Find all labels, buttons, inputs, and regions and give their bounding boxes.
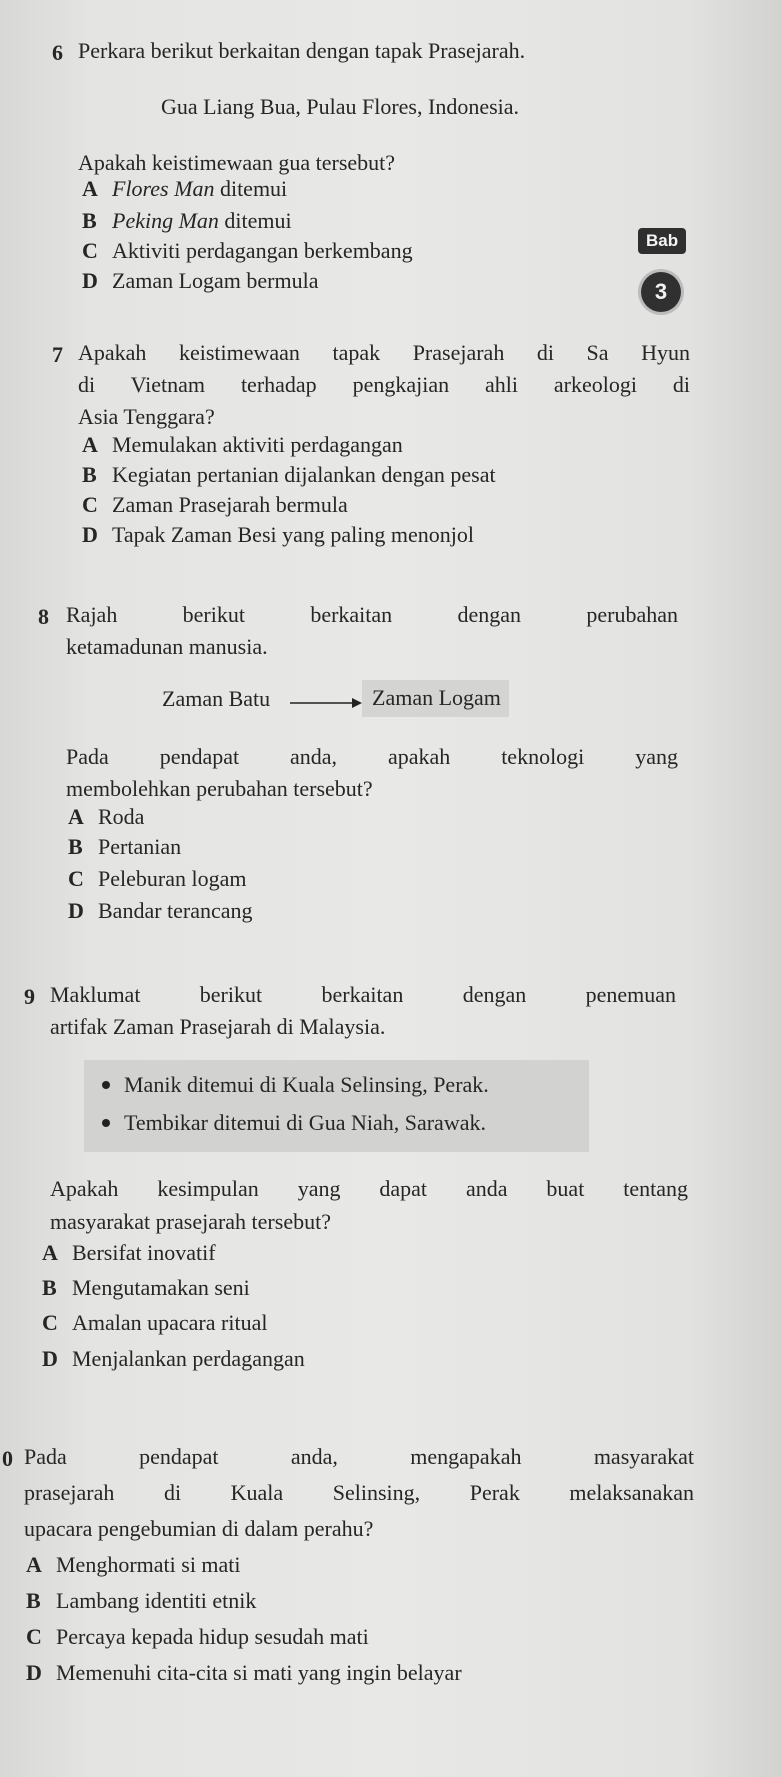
option-a[interactable] bbox=[42, 1240, 216, 1266]
site-caption: Gua Liang Bua, Pulau Flores, Indonesia. bbox=[160, 94, 520, 119]
change-diagram bbox=[0, 680, 781, 720]
option-letter: B bbox=[42, 1275, 57, 1300]
option-letter: D bbox=[26, 1660, 42, 1685]
question-stem-line: Asia Tenggara? bbox=[78, 404, 215, 429]
option-letter: A bbox=[82, 432, 98, 457]
question-stem-line: ketamadunan manusia. bbox=[66, 634, 268, 659]
bullet-icon bbox=[102, 1081, 110, 1089]
question-number: 8 bbox=[38, 604, 49, 629]
question-prompt-line: Apakah kesimpulan yang dapat anda buat tentang bbox=[50, 1176, 688, 1201]
option-b[interactable] bbox=[26, 1588, 256, 1614]
option-letter: D bbox=[82, 268, 98, 293]
option-a[interactable] bbox=[68, 804, 144, 830]
question-stem-line: Maklumat berikut berkaitan dengan penemuan bbox=[50, 982, 676, 1007]
option-text: Memulakan aktiviti perdagangan bbox=[112, 432, 403, 457]
option-text: Mengutamakan seni bbox=[72, 1275, 250, 1300]
chapter-badge bbox=[638, 228, 698, 304]
option-text-suffix: ditemui bbox=[218, 208, 292, 233]
option-d[interactable] bbox=[82, 522, 474, 548]
question-number: 9 bbox=[24, 984, 35, 1009]
option-text: Lambang identiti etnik bbox=[56, 1588, 257, 1613]
chapter-number: 3 bbox=[641, 272, 681, 312]
option-d[interactable] bbox=[42, 1346, 305, 1372]
option-text: Percaya kepada hidup sesudah mati bbox=[56, 1624, 369, 1649]
option-a[interactable] bbox=[26, 1552, 241, 1578]
option-letter: A bbox=[82, 176, 98, 201]
option-text: Aktiviti perdagangan berkembang bbox=[112, 238, 413, 263]
bullet-text: Manik ditemui di Kuala Selinsing, Perak. bbox=[124, 1072, 489, 1097]
option-b[interactable] bbox=[82, 462, 496, 488]
option-letter: D bbox=[42, 1346, 58, 1371]
option-letter: A bbox=[68, 804, 84, 829]
option-text: Memenuhi cita-cita si mati yang ingin belayar bbox=[56, 1660, 462, 1685]
option-letter: C bbox=[26, 1624, 42, 1649]
option-letter: B bbox=[82, 208, 97, 233]
diagram-start-label: Zaman Batu bbox=[162, 686, 271, 711]
option-c[interactable] bbox=[68, 866, 246, 892]
question-prompt-line: membolehkan perubahan tersebut? bbox=[66, 776, 373, 801]
option-letter: A bbox=[42, 1240, 58, 1265]
question-number: 7 bbox=[52, 342, 63, 367]
option-b[interactable] bbox=[82, 208, 292, 234]
info-bullet bbox=[102, 1072, 489, 1098]
option-d[interactable] bbox=[68, 898, 253, 924]
option-a[interactable] bbox=[82, 432, 403, 458]
option-d[interactable] bbox=[82, 268, 318, 294]
question-stem-line: Rajah berikut berkaitan dengan perubahan bbox=[66, 602, 678, 627]
option-a[interactable] bbox=[82, 176, 287, 202]
option-letter: D bbox=[82, 522, 98, 547]
option-text: Menjalankan perdagangan bbox=[72, 1346, 305, 1371]
chapter-label: Bab bbox=[638, 228, 686, 254]
option-letter: C bbox=[68, 866, 84, 891]
option-c[interactable] bbox=[82, 492, 348, 518]
option-text-suffix: ditemui bbox=[214, 176, 288, 201]
info-bullet bbox=[102, 1110, 486, 1136]
question-stem-line: Pada pendapat anda, mengapakah masyarakat bbox=[24, 1444, 694, 1469]
question-stem-line: di Vietnam terhadap pengkajian ahli arkeologi di bbox=[78, 372, 690, 397]
option-text: Pertanian bbox=[98, 834, 182, 859]
question-stem-line: artifak Zaman Prasejarah di Malaysia. bbox=[50, 1014, 386, 1039]
diagram-end-label: Zaman Logam bbox=[362, 680, 509, 717]
option-text: Tapak Zaman Besi yang paling menonjol bbox=[112, 522, 474, 547]
question-prompt-line: Pada pendapat anda, apakah teknologi yang bbox=[66, 744, 678, 769]
bullet-icon bbox=[102, 1119, 110, 1127]
arrow-right-icon bbox=[290, 698, 362, 708]
question-number: 6 bbox=[52, 40, 63, 65]
question-stem-line: Apakah keistimewaan tapak Prasejarah di Sa Hyun bbox=[78, 340, 690, 365]
question-stem: Perkara berikut berkaitan dengan tapak Prasejarah. bbox=[78, 38, 526, 63]
option-text: Zaman Logam bermula bbox=[112, 268, 319, 293]
question-prompt: Apakah keistimewaan gua tersebut? bbox=[78, 150, 396, 175]
option-text: Bersifat inovatif bbox=[72, 1240, 216, 1265]
option-letter: D bbox=[68, 898, 84, 923]
option-letter: C bbox=[42, 1310, 58, 1335]
option-b[interactable] bbox=[68, 834, 181, 860]
question-stem-line: prasejarah di Kuala Selinsing, Perak melaksanakan bbox=[24, 1480, 694, 1505]
option-text-italic: Peking Man bbox=[112, 208, 219, 233]
option-letter: B bbox=[68, 834, 83, 859]
option-text: Peleburan logam bbox=[98, 866, 247, 891]
option-text: Kegiatan pertanian dijalankan dengan pesat bbox=[112, 462, 496, 487]
option-text: Roda bbox=[98, 804, 145, 829]
option-text-italic: Flores Man bbox=[112, 176, 215, 201]
option-text: Zaman Prasejarah bermula bbox=[112, 492, 348, 517]
option-c[interactable] bbox=[82, 238, 413, 264]
option-text: Bandar terancang bbox=[98, 898, 253, 923]
option-letter: C bbox=[82, 238, 98, 263]
option-letter: C bbox=[82, 492, 98, 517]
question-prompt-line: masyarakat prasejarah tersebut? bbox=[50, 1209, 331, 1234]
question-number: 0 bbox=[2, 1446, 13, 1471]
option-b[interactable] bbox=[42, 1275, 250, 1301]
option-d[interactable] bbox=[26, 1660, 462, 1686]
option-letter: B bbox=[26, 1588, 41, 1613]
option-text: Amalan upacara ritual bbox=[72, 1310, 268, 1335]
question-stem-line: upacara pengebumian di dalam perahu? bbox=[24, 1516, 374, 1541]
option-letter: B bbox=[82, 462, 97, 487]
info-box bbox=[84, 1060, 589, 1152]
option-letter: A bbox=[26, 1552, 42, 1577]
bullet-text: Tembikar ditemui di Gua Niah, Sarawak. bbox=[124, 1110, 486, 1135]
option-text: Menghormati si mati bbox=[56, 1552, 241, 1577]
option-c[interactable] bbox=[42, 1310, 267, 1336]
option-c[interactable] bbox=[26, 1624, 369, 1650]
